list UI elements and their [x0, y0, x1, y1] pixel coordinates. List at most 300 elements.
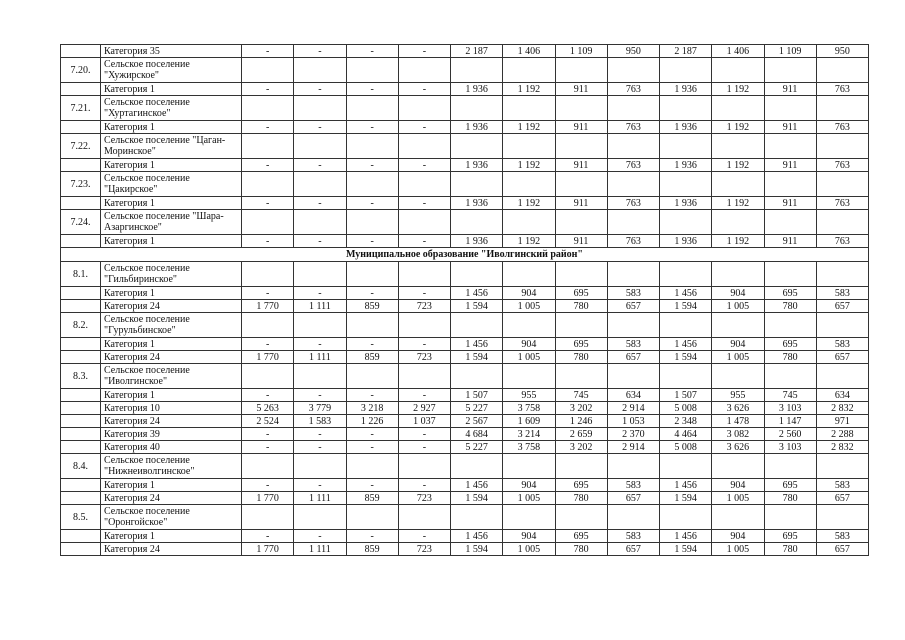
- value-cell: 657: [816, 300, 868, 313]
- tariff-table: [60, 44, 869, 556]
- value-cell: 583: [816, 338, 868, 351]
- value-cell: 2 659: [555, 428, 607, 441]
- empty-cell: [816, 210, 868, 235]
- value-cell: 904: [503, 530, 555, 543]
- empty-cell: [294, 262, 346, 287]
- empty-cell: [712, 58, 764, 83]
- value-cell: 1 936: [660, 197, 712, 210]
- value-cell: 3 779: [294, 402, 346, 415]
- value-cell: -: [294, 428, 346, 441]
- empty-cell: [816, 262, 868, 287]
- value-cell: 1 192: [712, 235, 764, 248]
- row-number: 7.22.: [61, 134, 101, 159]
- row-number: [61, 45, 101, 58]
- empty-cell: [607, 210, 659, 235]
- empty-cell: [398, 96, 450, 121]
- row-number: 7.20.: [61, 58, 101, 83]
- empty-cell: [398, 364, 450, 389]
- value-cell: 1 936: [660, 83, 712, 96]
- settlement-row: [61, 134, 869, 159]
- value-cell: 780: [764, 492, 816, 505]
- value-cell: 1 594: [660, 351, 712, 364]
- value-cell: 2 832: [816, 402, 868, 415]
- value-cell: 1 594: [660, 300, 712, 313]
- value-cell: 657: [816, 543, 868, 556]
- value-cell: 2 560: [764, 428, 816, 441]
- settlement-name: Сельское поселение "Гильбиринское": [101, 262, 242, 287]
- value-cell: -: [242, 45, 294, 58]
- value-cell: 1 246: [555, 415, 607, 428]
- value-cell: -: [242, 235, 294, 248]
- value-cell: -: [294, 389, 346, 402]
- row-number: 8.5.: [61, 505, 101, 530]
- empty-cell: [607, 454, 659, 479]
- value-cell: 583: [607, 338, 659, 351]
- empty-cell: [816, 172, 868, 197]
- row-number: [61, 428, 101, 441]
- category-name: Категория 10: [101, 402, 242, 415]
- value-cell: 723: [398, 300, 450, 313]
- value-cell: 1 770: [242, 351, 294, 364]
- value-cell: 950: [607, 45, 659, 58]
- category-row: [61, 197, 869, 210]
- category-row: [61, 530, 869, 543]
- empty-cell: [451, 96, 503, 121]
- value-cell: 904: [503, 338, 555, 351]
- category-row: [61, 83, 869, 96]
- value-cell: 763: [816, 235, 868, 248]
- value-cell: 1 406: [712, 45, 764, 58]
- value-cell: 583: [816, 479, 868, 492]
- value-cell: 3 103: [764, 441, 816, 454]
- value-cell: 955: [503, 389, 555, 402]
- value-cell: 1 111: [294, 300, 346, 313]
- row-number: [61, 121, 101, 134]
- empty-cell: [451, 454, 503, 479]
- category-row: [61, 235, 869, 248]
- value-cell: 2 348: [660, 415, 712, 428]
- value-cell: 950: [816, 45, 868, 58]
- value-cell: 1 192: [503, 121, 555, 134]
- row-number: [61, 351, 101, 364]
- category-row: [61, 402, 869, 415]
- value-cell: 1 456: [660, 287, 712, 300]
- category-name: Категория 24: [101, 543, 242, 556]
- category-row: [61, 300, 869, 313]
- empty-cell: [451, 262, 503, 287]
- row-number: [61, 287, 101, 300]
- value-cell: 1 936: [451, 121, 503, 134]
- value-cell: 657: [607, 492, 659, 505]
- empty-cell: [607, 364, 659, 389]
- empty-cell: [503, 454, 555, 479]
- empty-cell: [398, 313, 450, 338]
- empty-cell: [764, 96, 816, 121]
- category-row: [61, 351, 869, 364]
- category-row: [61, 121, 869, 134]
- row-number: [61, 197, 101, 210]
- empty-cell: [607, 172, 659, 197]
- value-cell: -: [294, 83, 346, 96]
- value-cell: -: [346, 338, 398, 351]
- value-cell: 1 005: [503, 543, 555, 556]
- settlement-row: [61, 58, 869, 83]
- empty-cell: [346, 505, 398, 530]
- value-cell: 3 214: [503, 428, 555, 441]
- value-cell: -: [346, 530, 398, 543]
- empty-cell: [660, 454, 712, 479]
- value-cell: 763: [607, 235, 659, 248]
- value-cell: 1 406: [503, 45, 555, 58]
- empty-cell: [712, 364, 764, 389]
- value-cell: -: [294, 159, 346, 172]
- category-row: [61, 415, 869, 428]
- category-name: Категория 24: [101, 351, 242, 364]
- empty-cell: [503, 96, 555, 121]
- value-cell: 1 770: [242, 300, 294, 313]
- value-cell: 904: [712, 338, 764, 351]
- empty-cell: [346, 210, 398, 235]
- value-cell: 1 192: [712, 83, 764, 96]
- empty-cell: [555, 58, 607, 83]
- value-cell: 695: [555, 338, 607, 351]
- empty-cell: [451, 364, 503, 389]
- value-cell: 911: [555, 159, 607, 172]
- empty-cell: [764, 505, 816, 530]
- empty-cell: [503, 210, 555, 235]
- value-cell: 1 005: [712, 351, 764, 364]
- category-name: Категория 1: [101, 159, 242, 172]
- category-row: [61, 389, 869, 402]
- empty-cell: [816, 364, 868, 389]
- value-cell: 583: [816, 287, 868, 300]
- value-cell: 2 914: [607, 441, 659, 454]
- value-cell: -: [398, 45, 450, 58]
- category-row: [61, 543, 869, 556]
- value-cell: -: [242, 121, 294, 134]
- value-cell: 911: [555, 121, 607, 134]
- value-cell: 763: [816, 83, 868, 96]
- category-name: Категория 1: [101, 338, 242, 351]
- category-row: [61, 287, 869, 300]
- value-cell: 1 192: [503, 159, 555, 172]
- empty-cell: [712, 172, 764, 197]
- empty-cell: [242, 454, 294, 479]
- empty-cell: [398, 58, 450, 83]
- value-cell: 1 583: [294, 415, 346, 428]
- category-name: Категория 39: [101, 428, 242, 441]
- category-name: Категория 1: [101, 530, 242, 543]
- empty-cell: [294, 364, 346, 389]
- value-cell: 695: [764, 287, 816, 300]
- empty-cell: [816, 454, 868, 479]
- value-cell: 5 263: [242, 402, 294, 415]
- row-number: [61, 492, 101, 505]
- value-cell: 695: [555, 530, 607, 543]
- settlement-name: Сельское поселение "Цаган-Моринское": [101, 134, 242, 159]
- value-cell: 583: [607, 287, 659, 300]
- empty-cell: [764, 262, 816, 287]
- value-cell: 1 005: [503, 351, 555, 364]
- empty-cell: [503, 262, 555, 287]
- empty-cell: [242, 505, 294, 530]
- empty-cell: [451, 210, 503, 235]
- value-cell: 1 936: [660, 121, 712, 134]
- category-row: [61, 45, 869, 58]
- value-cell: -: [398, 428, 450, 441]
- value-cell: 1 936: [451, 83, 503, 96]
- value-cell: -: [294, 530, 346, 543]
- settlement-row: [61, 210, 869, 235]
- value-cell: 780: [555, 543, 607, 556]
- empty-cell: [660, 96, 712, 121]
- empty-cell: [346, 313, 398, 338]
- value-cell: 971: [816, 415, 868, 428]
- value-cell: 5 008: [660, 402, 712, 415]
- empty-cell: [764, 172, 816, 197]
- value-cell: 1 005: [712, 543, 764, 556]
- value-cell: 657: [816, 351, 868, 364]
- value-cell: 5 227: [451, 441, 503, 454]
- empty-cell: [555, 210, 607, 235]
- value-cell: -: [346, 287, 398, 300]
- value-cell: -: [398, 159, 450, 172]
- value-cell: 1 053: [607, 415, 659, 428]
- category-name: Категория 1: [101, 389, 242, 402]
- category-name: Категория 40: [101, 441, 242, 454]
- value-cell: 2 927: [398, 402, 450, 415]
- row-number: [61, 415, 101, 428]
- row-number: [61, 338, 101, 351]
- value-cell: 4 464: [660, 428, 712, 441]
- empty-cell: [294, 313, 346, 338]
- empty-cell: [294, 134, 346, 159]
- value-cell: 955: [712, 389, 764, 402]
- value-cell: 657: [816, 492, 868, 505]
- value-cell: 695: [764, 530, 816, 543]
- empty-cell: [346, 96, 398, 121]
- value-cell: -: [346, 441, 398, 454]
- value-cell: 634: [816, 389, 868, 402]
- value-cell: -: [242, 428, 294, 441]
- empty-cell: [294, 96, 346, 121]
- value-cell: 1 507: [451, 389, 503, 402]
- empty-cell: [398, 262, 450, 287]
- empty-cell: [816, 505, 868, 530]
- value-cell: 1 192: [712, 121, 764, 134]
- settlement-name: Сельское поселение "Шара-Азаргинское": [101, 210, 242, 235]
- empty-cell: [242, 58, 294, 83]
- value-cell: 2 524: [242, 415, 294, 428]
- value-cell: -: [398, 479, 450, 492]
- value-cell: 1 594: [451, 351, 503, 364]
- category-name: Категория 1: [101, 83, 242, 96]
- value-cell: 2 567: [451, 415, 503, 428]
- settlement-row: [61, 262, 869, 287]
- value-cell: 583: [607, 530, 659, 543]
- empty-cell: [451, 58, 503, 83]
- value-cell: 1 192: [712, 197, 764, 210]
- row-number: [61, 83, 101, 96]
- value-cell: 780: [764, 300, 816, 313]
- value-cell: 763: [816, 121, 868, 134]
- empty-cell: [660, 364, 712, 389]
- value-cell: 5 227: [451, 402, 503, 415]
- tariff-table-body: [61, 45, 869, 556]
- value-cell: -: [398, 338, 450, 351]
- value-cell: -: [242, 479, 294, 492]
- empty-cell: [555, 96, 607, 121]
- value-cell: 1 478: [712, 415, 764, 428]
- empty-cell: [398, 505, 450, 530]
- empty-cell: [346, 454, 398, 479]
- value-cell: 859: [346, 543, 398, 556]
- settlement-name: Сельское поселение "Гурульбинское": [101, 313, 242, 338]
- category-name: Категория 1: [101, 121, 242, 134]
- empty-cell: [764, 364, 816, 389]
- settlement-row: [61, 313, 869, 338]
- value-cell: -: [242, 287, 294, 300]
- empty-cell: [607, 262, 659, 287]
- category-row: [61, 492, 869, 505]
- empty-cell: [294, 454, 346, 479]
- value-cell: 911: [764, 121, 816, 134]
- empty-cell: [398, 210, 450, 235]
- value-cell: 1 936: [660, 159, 712, 172]
- value-cell: 723: [398, 351, 450, 364]
- value-cell: -: [398, 441, 450, 454]
- category-row: [61, 338, 869, 351]
- value-cell: 1 005: [503, 492, 555, 505]
- settlement-name: Сельское поселение "Хужирское": [101, 58, 242, 83]
- value-cell: 1 456: [660, 479, 712, 492]
- empty-cell: [764, 454, 816, 479]
- value-cell: 3 626: [712, 441, 764, 454]
- value-cell: -: [346, 121, 398, 134]
- value-cell: 1 005: [712, 492, 764, 505]
- document-page: [60, 44, 869, 556]
- value-cell: 3 202: [555, 441, 607, 454]
- settlement-name: Сельское поселение "Иволгинское": [101, 364, 242, 389]
- settlement-row: [61, 505, 869, 530]
- row-number: 8.2.: [61, 313, 101, 338]
- value-cell: 1 609: [503, 415, 555, 428]
- empty-cell: [660, 172, 712, 197]
- value-cell: -: [294, 45, 346, 58]
- empty-cell: [816, 313, 868, 338]
- value-cell: 745: [764, 389, 816, 402]
- value-cell: -: [398, 389, 450, 402]
- empty-cell: [555, 134, 607, 159]
- value-cell: 1 192: [503, 235, 555, 248]
- value-cell: 1 594: [451, 543, 503, 556]
- row-number: [61, 530, 101, 543]
- value-cell: 3 758: [503, 402, 555, 415]
- category-name: Категория 24: [101, 492, 242, 505]
- row-number: [61, 441, 101, 454]
- empty-cell: [660, 210, 712, 235]
- value-cell: 904: [712, 287, 764, 300]
- row-number: [61, 479, 101, 492]
- empty-cell: [555, 313, 607, 338]
- value-cell: 3 103: [764, 402, 816, 415]
- value-cell: -: [346, 428, 398, 441]
- value-cell: 763: [816, 197, 868, 210]
- empty-cell: [712, 96, 764, 121]
- empty-cell: [555, 454, 607, 479]
- value-cell: 763: [607, 197, 659, 210]
- empty-cell: [607, 134, 659, 159]
- value-cell: 780: [555, 492, 607, 505]
- empty-cell: [712, 505, 764, 530]
- category-row: [61, 479, 869, 492]
- value-cell: 763: [816, 159, 868, 172]
- value-cell: 723: [398, 492, 450, 505]
- value-cell: 2 370: [607, 428, 659, 441]
- empty-cell: [660, 313, 712, 338]
- empty-cell: [660, 505, 712, 530]
- value-cell: 2 187: [660, 45, 712, 58]
- value-cell: -: [242, 338, 294, 351]
- settlement-row: [61, 454, 869, 479]
- empty-cell: [816, 96, 868, 121]
- empty-cell: [712, 313, 764, 338]
- value-cell: -: [294, 197, 346, 210]
- value-cell: 1 594: [660, 543, 712, 556]
- value-cell: 745: [555, 389, 607, 402]
- empty-cell: [451, 172, 503, 197]
- empty-cell: [398, 134, 450, 159]
- value-cell: 1 109: [555, 45, 607, 58]
- value-cell: 1 456: [451, 479, 503, 492]
- section-header-row: [61, 248, 869, 262]
- value-cell: -: [242, 530, 294, 543]
- value-cell: 763: [607, 159, 659, 172]
- value-cell: -: [242, 197, 294, 210]
- empty-cell: [242, 172, 294, 197]
- empty-cell: [346, 58, 398, 83]
- empty-cell: [555, 172, 607, 197]
- category-name: Категория 24: [101, 415, 242, 428]
- value-cell: 1 226: [346, 415, 398, 428]
- empty-cell: [294, 172, 346, 197]
- settlement-name: Сельское поселение "Нижнеиволгинское": [101, 454, 242, 479]
- empty-cell: [242, 364, 294, 389]
- empty-cell: [503, 58, 555, 83]
- value-cell: 1 111: [294, 351, 346, 364]
- empty-cell: [242, 262, 294, 287]
- value-cell: 780: [555, 300, 607, 313]
- value-cell: 1 109: [764, 45, 816, 58]
- empty-cell: [294, 505, 346, 530]
- value-cell: -: [294, 338, 346, 351]
- value-cell: -: [294, 235, 346, 248]
- value-cell: 2 288: [816, 428, 868, 441]
- row-number: [61, 159, 101, 172]
- value-cell: 1 594: [451, 300, 503, 313]
- value-cell: 583: [816, 530, 868, 543]
- row-number: [61, 543, 101, 556]
- value-cell: 904: [712, 479, 764, 492]
- empty-cell: [764, 210, 816, 235]
- value-cell: 1 037: [398, 415, 450, 428]
- value-cell: -: [398, 530, 450, 543]
- value-cell: -: [346, 389, 398, 402]
- empty-cell: [764, 134, 816, 159]
- empty-cell: [555, 262, 607, 287]
- empty-cell: [346, 172, 398, 197]
- settlement-row: [61, 96, 869, 121]
